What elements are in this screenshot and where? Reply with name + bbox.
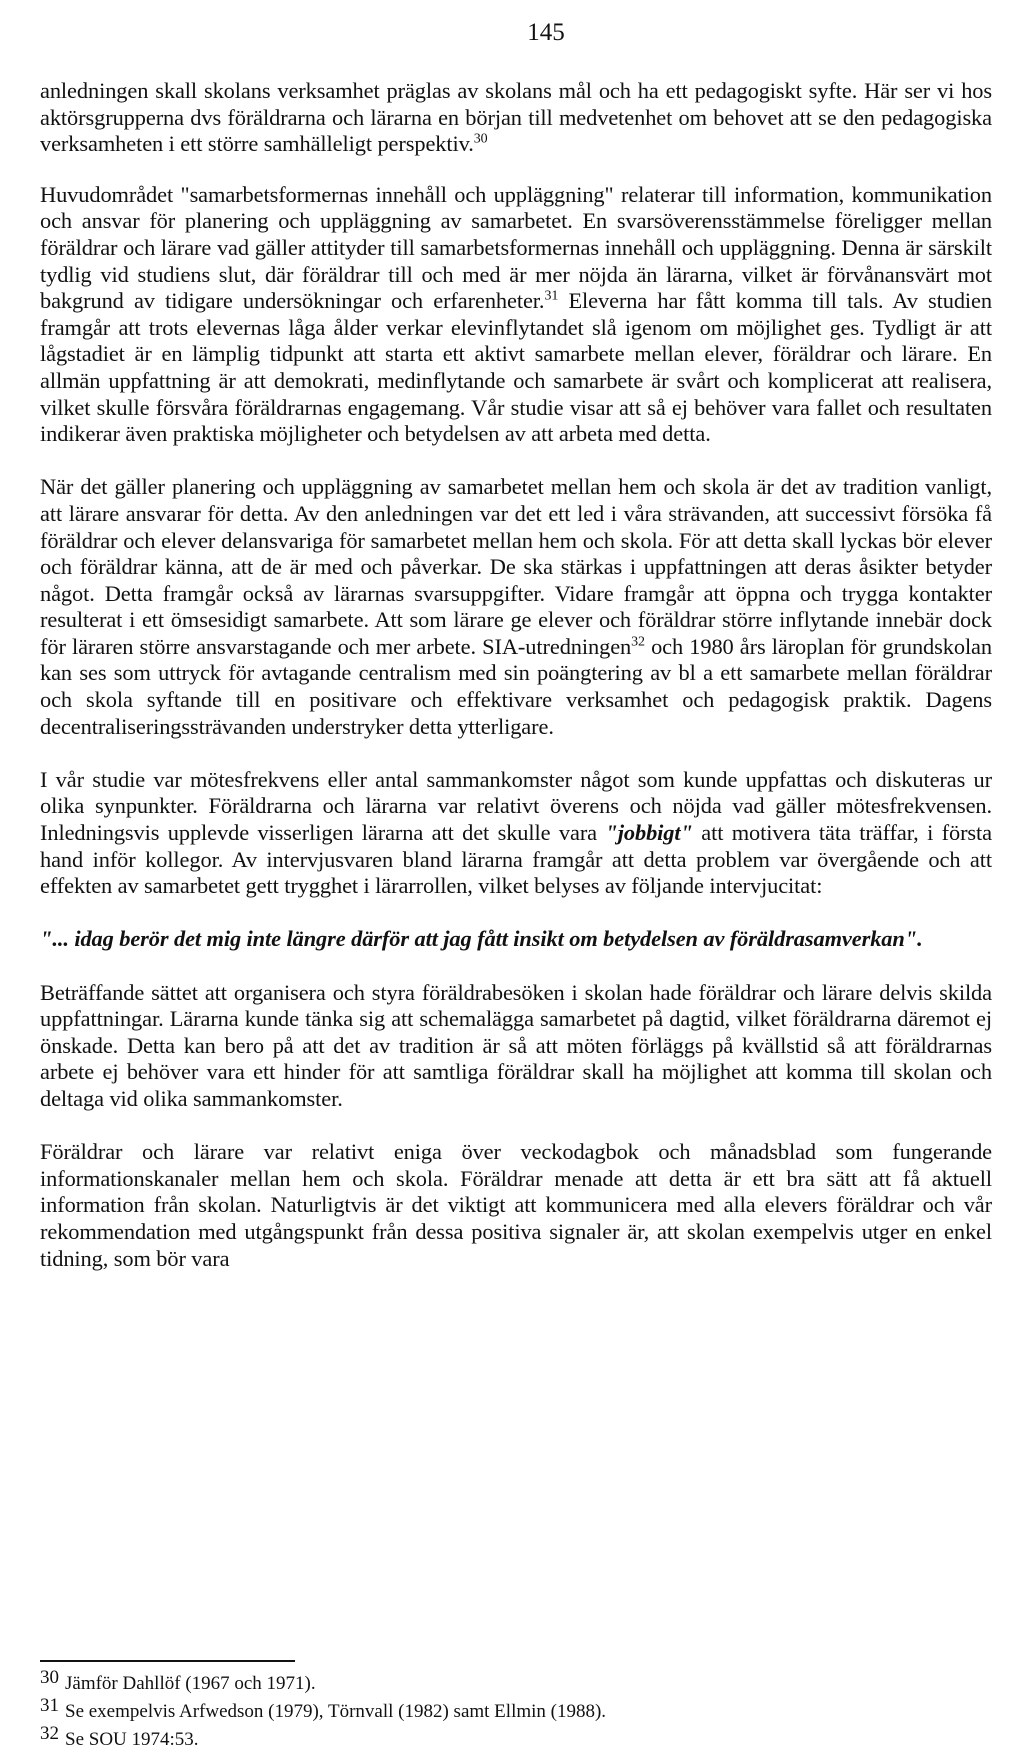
paragraph-4 <box>40 767 992 900</box>
footnote-ref-32[interactable]: 32 <box>631 634 645 650</box>
paragraph-4-text-b: att motivera täta träffar, i första hand inför kollegor. Av intervjusvaren bland lärarna framgår att detta problem var övergående och att effekten av samarbetet gett trygghet i lärarrollen, vilket belyses av följande intervjucitat: <box>40 820 992 899</box>
footnote-31 <box>40 1695 740 1726</box>
paragraph-3 <box>40 474 992 740</box>
paragraph-4-italic: "jobbigt" <box>605 820 693 846</box>
footnote-divider <box>40 1660 295 1662</box>
page-number: 145 <box>527 19 565 46</box>
footnote-number: 30 <box>40 1667 59 1688</box>
footnote-text: Se SOU 1974:53. <box>65 1729 199 1750</box>
interview-quote: "... idag berör det mig inte längre därför att jag fått insikt om betydelsen av föräldrasamverkan". <box>40 926 923 952</box>
paragraph-6: Beträffande sättet att organisera och styra föräldrabesöken i skolan hade föräldrar och lärare delvis skilda uppfattningar. Lärarna kunde tänka sig att schemalägga samarbetet på dagtid, vilket föräldrarna däremot ej önskade. Detta kan bero på att det av tradition är så att möten förläggs på kvällstid så att föräldrarnas arbete ej behöver vara ett hinder för att samtliga föräldrar skall ha möjlighet att komma till skolan och deltaga vid olika sammankomster. <box>40 979 992 1111</box>
document-page <box>40 18 992 1750</box>
footnote-ref-30[interactable]: 30 <box>473 131 488 147</box>
footnote-32 <box>40 1723 740 1754</box>
paragraph-1 <box>40 78 992 158</box>
paragraph-7: Föräldrar och lärare var relativt eniga över veckodagbok och månadsblad som fungerande informationskanaler mellan hem och skola. Föräldrar menade att detta är ett bra sätt att få aktuell information från skolan. Naturligtvis är det viktigt att kommunicera med alla elevers föräldrar och vår rekommendation med utgångspunkt från dessa positiva signaler är, att skolan exempelvis utger en enkel tidning, som bör vara <box>40 1139 992 1271</box>
footnotes <box>40 1667 740 1754</box>
footnote-text: Jämför Dahllöf (1967 och 1971). <box>65 1673 316 1694</box>
paragraph-4-text-a: I vår studie var mötesfrekvens eller antal sammankomster något som kunde uppfattas och diskuteras ur olika synpunkter. Föräldrarna och lärarna var relativt överens och nöjda vad gäller mötesfrekvensen. Inledningsvis upplevde visserligen lärarna att det skulle vara <box>40 766 992 846</box>
paragraph-1-text: anledningen skall skolans verksamhet präglas av skolans mål och ha ett pedagogiskt syfte. Här ser vi hos aktörsgrupperna dvs föräldrarna och lärarna en början till medvetenhet om behovet att se den pedagogiska verksamheten i ett större samhälleligt perspektiv. <box>40 78 992 157</box>
paragraph-2-text-b: Eleverna har fått komma till tals. Av studien framgår att trots elevernas låga ålder verkar elevinflytandet slå igenom om möjlighet ges. Tydligt är att lågstadiet är en lämplig tidpunkt att starta ett aktivt samarbete mellan elever, föräldrar och lärare. En allmän uppfattning är att demokrati, medinflytande och samarbete är svårt och komplicerat att realisera, vilket skulle försvåra föräldrarnas engagemang. Vår studie visar att så ej behöver vara fallet och resultaten indikerar även praktiska möjligheter och betydelsen av att arbeta med detta. <box>40 288 992 447</box>
footnote-number: 32 <box>40 1723 59 1744</box>
paragraph-3-text-b: och 1980 års läroplan för grundskolan kan ses som uttryck för avtagande centralism med sin poängtering av bl a ett samarbete mellan föräldrar och skola syftande till en positivare och effektivare verksamhet och pedagogisk praktik. Dagens decentraliseringssträvanden understryker detta ytterligare. <box>40 633 992 739</box>
footnote-number: 31 <box>40 1695 59 1716</box>
footnote-ref-31[interactable]: 31 <box>544 288 559 304</box>
paragraph-2-text-a: Huvudområdet "samarbetsformernas innehåll och uppläggning" relaterar till information, kommunikation och ansvar för planering och uppläggning av samarbetet. En svarsöverensstämmelse föreligger mellan föräldrar och lärare vad gäller attityder till samarbetsformernas innehåll och uppläggning. Denna är särskilt tydlig vid studiens slut, där föräldrar till och med är mer nöjda än lärarna, vilket är förvånansvärt mot bakgrund av tidigare undersökningar och erfarenheter. <box>40 181 992 314</box>
footnote-30 <box>40 1667 740 1698</box>
paragraph-3-text-a: När det gäller planering och uppläggning av samarbetet mellan hem och skola är det av tradition vanligt, att lärare ansvarar för detta. Av den anledningen var det ett led i våra strävanden, att successivt försöka få föräldrar och elever delansvariga för samarbetet mellan hem och skola. För att detta skall lyckas bör elever och föräldrar känna, att de är med och påverkar. De ska stärkas i uppfattningen att deras åsikter betyder något. Detta framgår också av lärarnas svarsuppgifter. Vidare framgår att öppna och trygga kontakter resulterat i ett ömsesidigt samarbete. Att som lärare ge elever och föräldrar större inflytande innebär dock för läraren större ansvarstagande och mer arbete. SIA-utredningen <box>40 474 992 659</box>
paragraph-2 <box>40 182 992 448</box>
footnote-text: Se exempelvis Arfwedson (1979), Törnvall (1982) samt Ellmin (1988). <box>65 1701 607 1722</box>
